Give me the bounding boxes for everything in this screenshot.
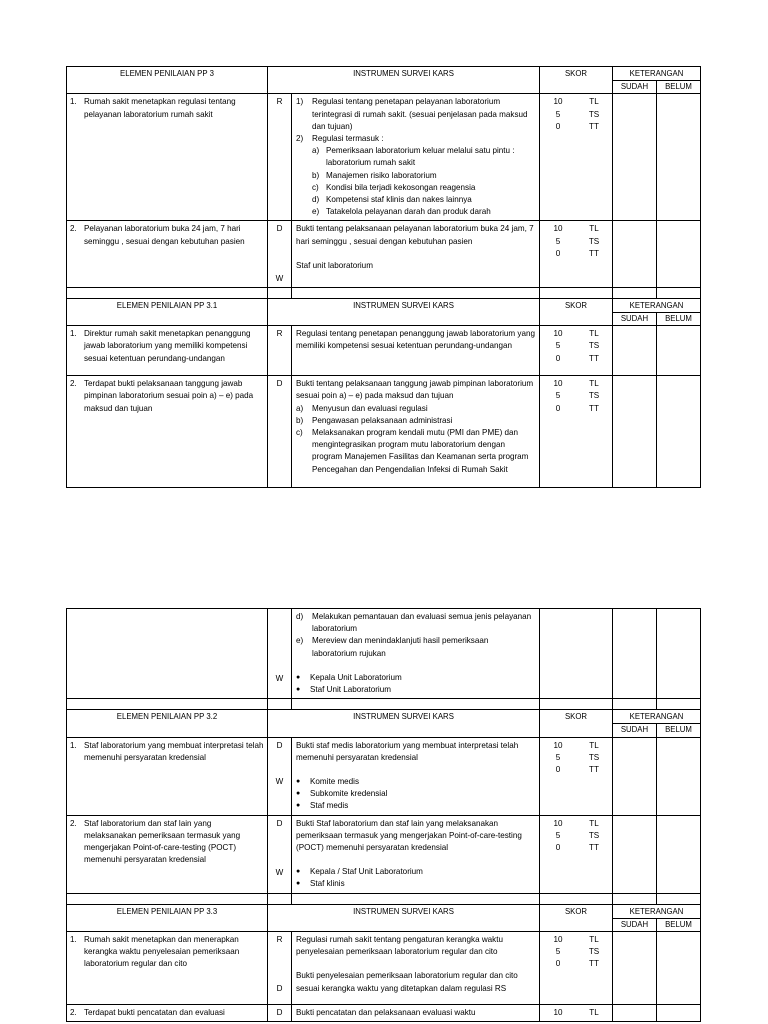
code-cell: D — [268, 376, 292, 488]
header-elemen-pp32: ELEMEN PENILAIAN PP 3.2 — [67, 710, 268, 737]
code-cell — [268, 737, 292, 815]
score-value: 5 — [555, 947, 561, 957]
instrument-text: Kepala / Staf Unit Laboratorium — [310, 867, 423, 877]
score-code: TL — [589, 1008, 599, 1018]
item-number: 2. — [70, 224, 77, 234]
header-row-pp32 — [67, 710, 701, 724]
belum-cell[interactable] — [657, 932, 701, 1005]
score-value: 5 — [555, 830, 561, 840]
table-row — [67, 932, 701, 1005]
score-code: TL — [589, 740, 599, 750]
instrument-text: Regulasi tentang penetapan pelayanan laboratorium terintegrasi di rumah sakit. (sesuai penjelasan pada maksud dan tujuan) — [312, 97, 528, 131]
score-value: 0 — [555, 403, 561, 413]
list-marker: e) — [312, 207, 320, 217]
element-text: Staf laboratorium yang membuat interpretasi telah memenuhi persyaratan kredensial — [84, 740, 264, 762]
header-keterangan: KETERANGAN — [613, 904, 701, 918]
element-cell — [67, 326, 268, 376]
instrument-text: Staf unit laboratorium — [296, 260, 373, 270]
score-code: TT — [589, 353, 599, 363]
sudah-cell[interactable] — [613, 376, 657, 488]
header-belum: BELUM — [657, 313, 701, 326]
code-d: D — [276, 818, 283, 828]
score-value: 0 — [555, 843, 561, 853]
instrument-cell — [292, 932, 540, 1005]
element-text: Rumah sakit menetapkan dan menerapkan kerangka waktu penyelesaian pemeriksaan laboratorium regular dan cito — [84, 935, 240, 969]
code-w: W — [275, 867, 284, 877]
list-marker: d) — [296, 612, 304, 621]
bullet-icon: ● — [296, 686, 301, 694]
instrument-text: Mereview dan menindaklanjuti hasil pemeriksaan laboratorium rujukan — [312, 636, 489, 658]
score-value: 5 — [555, 236, 561, 246]
score-code: TS — [588, 109, 600, 119]
list-marker: e) — [296, 636, 304, 646]
sudah-cell[interactable] — [613, 326, 657, 376]
item-number: 1. — [70, 740, 77, 750]
code-cell: R — [268, 94, 292, 221]
code-cell — [268, 932, 292, 1005]
item-number: 2. — [70, 379, 77, 389]
item-number: 1. — [70, 97, 77, 107]
instrument-text: Bukti Staf laboratorium dan staf lain yang melaksanakan pemeriksaan termasuk yang mengerjakan Point-of-care-testing (POCT) memenuhi persyaratan kredensial — [296, 818, 522, 853]
score-value: 5 — [555, 109, 561, 119]
score-code: TL — [589, 818, 599, 828]
belum-cell[interactable] — [657, 1005, 701, 1022]
header-sudah: SUDAH — [613, 724, 657, 737]
score-value: 5 — [555, 391, 561, 401]
bullet-icon: ● — [296, 673, 301, 681]
score-cell — [540, 609, 613, 699]
header-keterangan: KETERANGAN — [613, 67, 701, 81]
list-marker: b) — [296, 415, 304, 425]
list-marker: c) — [296, 428, 303, 438]
instrument-cell — [292, 221, 540, 287]
instrument-text: Staf medis — [310, 801, 349, 811]
list-marker: a) — [296, 403, 304, 413]
belum-cell[interactable] — [657, 815, 701, 893]
score-code: TT — [589, 959, 599, 969]
spacer-row — [67, 893, 701, 904]
table-row — [67, 376, 701, 488]
code-d: D — [276, 984, 283, 994]
assessment-table-top — [66, 66, 701, 488]
score-cell — [540, 376, 613, 488]
assessment-table-bottom — [66, 608, 701, 1022]
code-cell: D — [268, 1005, 292, 1022]
instrument-text: Kompetensi staf klinis dan nakes lainnya — [326, 195, 472, 205]
score-value: 10 — [553, 818, 563, 828]
code-r: R — [276, 935, 283, 945]
instrument-cell — [292, 376, 540, 488]
instrument-text: Melaksanakan program kendali mutu (PMI dan PME) dan mengintegrasikan program mutu laboratorium dengan program Manajemen Fasilitas dan Keamanan serta program Pencegahan dan Pengendalian Infeksi di Rumah Sakit — [312, 428, 529, 474]
header-skor: SKOR — [540, 67, 613, 94]
header-skor: SKOR — [540, 904, 613, 931]
code-d: D — [276, 740, 283, 750]
element-text: Terdapat bukti pelaksanaan tanggung jawab pimpinan laboratorium sesuai poin a) – e) pada maksud dan tujuan — [84, 379, 254, 413]
score-value: 5 — [555, 341, 561, 351]
item-number: 1. — [70, 935, 77, 945]
item-number: 2. — [70, 818, 77, 828]
element-cell — [67, 737, 268, 815]
table-row — [67, 737, 701, 815]
header-keterangan: KETERANGAN — [613, 298, 701, 312]
table-row — [67, 1005, 701, 1022]
code-w: W — [275, 776, 284, 786]
code-w: W — [275, 273, 284, 283]
list-marker: b) — [312, 170, 320, 180]
table-row — [67, 221, 701, 287]
score-value: 0 — [555, 353, 561, 363]
score-code: TL — [589, 379, 599, 389]
header-elemen-pp3: ELEMEN PENILAIAN PP 3 — [67, 67, 268, 94]
code-d: D — [276, 224, 283, 234]
list-marker: d) — [312, 195, 320, 205]
instrument-text: Komite medis — [310, 777, 360, 787]
instrument-text: Pengawasan pelaksanaan administrasi — [312, 415, 453, 425]
element-cell — [67, 94, 268, 221]
instrument-cell — [292, 609, 540, 699]
score-cell — [540, 737, 613, 815]
element-text: Direktur rumah sakit menetapkan penanggung jawab laboratorium yang memiliki kompetensi sesuai ketentuan perundang-undangan — [84, 329, 251, 363]
element-cell — [67, 815, 268, 893]
table-row-continuation — [67, 609, 701, 699]
score-code: TS — [588, 947, 600, 957]
element-cell — [67, 1005, 268, 1022]
item-number: 1. — [70, 329, 77, 339]
list-marker: a) — [312, 146, 320, 156]
belum-cell[interactable] — [657, 326, 701, 376]
list-marker: c) — [312, 182, 319, 192]
header-skor: SKOR — [540, 710, 613, 737]
score-cell — [540, 221, 613, 287]
score-cell — [540, 932, 613, 1005]
instrument-text: Staf klinis — [310, 879, 345, 889]
score-cell — [540, 1005, 613, 1022]
score-code: TS — [588, 752, 600, 762]
score-code: TT — [589, 121, 599, 131]
instrument-text: Tatakelola pelayanan darah dan produk darah — [326, 207, 491, 217]
instrument-text: Melakukan pemantauan dan evaluasi semua jenis pelayanan laboratorium — [312, 612, 532, 634]
table-row — [67, 815, 701, 893]
sudah-cell[interactable] — [613, 609, 657, 699]
header-sudah: SUDAH — [613, 313, 657, 326]
score-code: TL — [589, 329, 599, 339]
header-instrumen: INSTRUMEN SURVEI KARS — [268, 710, 540, 737]
score-code: TS — [588, 236, 600, 246]
code-cell: R — [268, 326, 292, 376]
belum-cell[interactable] — [657, 94, 701, 221]
spacer-row — [67, 287, 701, 298]
code-w: W — [275, 674, 284, 683]
header-instrumen: INSTRUMEN SURVEI KARS — [268, 904, 540, 931]
score-value: 10 — [553, 740, 563, 750]
element-cell — [67, 376, 268, 488]
score-code: TT — [589, 843, 599, 853]
header-elemen-pp31: ELEMEN PENILAIAN PP 3.1 — [67, 298, 268, 325]
header-row-pp31 — [67, 298, 701, 312]
instrument-text: Kepala Unit Laboratorium — [310, 672, 402, 682]
element-cell — [67, 609, 268, 699]
score-cell — [540, 815, 613, 893]
code-cell — [268, 609, 292, 699]
instrument-cell: Regulasi tentang penetapan penanggung jawab laboratorium yang memiliki kompetensi sesuai ketentuan perundang-undangan — [292, 326, 540, 376]
header-belum: BELUM — [657, 81, 701, 94]
score-value: 5 — [555, 752, 561, 762]
code-cell — [268, 815, 292, 893]
score-code: TS — [588, 830, 600, 840]
bullet-icon: ● — [296, 802, 301, 810]
instrument-text: Regulasi termasuk : — [312, 134, 384, 144]
element-cell — [67, 221, 268, 287]
bullet-icon: ● — [296, 880, 301, 888]
belum-cell[interactable] — [657, 221, 701, 287]
element-text: Terdapat bukti pencatatan dan evaluasi — [84, 1008, 225, 1018]
instrument-text: Regulasi rumah sakit tentang pengaturan kerangka waktu penyelesaian pemeriksaan laboratorium regular dan cito — [296, 935, 503, 957]
code-cell — [268, 221, 292, 287]
instrument-text: Pemeriksaan laboratorium keluar melalui satu pintu : laboratorium rumah sakit — [326, 146, 515, 168]
score-value: 10 — [553, 1008, 563, 1018]
list-marker: 1) — [296, 97, 304, 107]
instrument-text: Bukti tentang pelaksanaan tanggung jawab pimpinan laboratorium sesuai poin a) – e) pada maksud dan tujuan — [296, 379, 534, 401]
instrument-cell — [292, 94, 540, 221]
bullet-icon: ● — [296, 778, 301, 786]
sudah-cell[interactable] — [613, 1005, 657, 1022]
table-row — [67, 326, 701, 376]
header-skor: SKOR — [540, 298, 613, 325]
sudah-cell[interactable] — [613, 932, 657, 1005]
spacer-row — [67, 699, 701, 710]
score-value: 0 — [555, 765, 561, 775]
instrument-text: Manajemen risiko laboratorium — [326, 170, 437, 180]
instrument-text: Menyusun dan evaluasi regulasi — [312, 403, 428, 413]
score-value: 10 — [553, 329, 563, 339]
instrument-text: Bukti penyelesaian pemeriksaan laboratorium regular dan cito sesuai kerangka waktu yang ditetapkan dalam regulasi RS — [296, 971, 518, 993]
score-code: TL — [589, 224, 599, 234]
header-elemen-pp33: ELEMEN PENILAIAN PP 3.3 — [67, 904, 268, 931]
header-sudah: SUDAH — [613, 918, 657, 931]
belum-cell[interactable] — [657, 376, 701, 488]
score-cell — [540, 326, 613, 376]
score-code: TT — [589, 248, 599, 258]
score-cell — [540, 94, 613, 221]
instrument-text: Subkomite kredensial — [310, 789, 388, 799]
instrument-text: Bukti staf medis laboratorium yang membuat interpretasi telah memenuhi persyaratan kredensial — [296, 740, 519, 762]
header-instrumen: INSTRUMEN SURVEI KARS — [268, 67, 540, 94]
header-keterangan: KETERANGAN — [613, 710, 701, 724]
score-value: 10 — [553, 224, 563, 234]
sudah-cell[interactable] — [613, 94, 657, 221]
score-value: 10 — [553, 97, 563, 107]
header-row-pp33 — [67, 904, 701, 918]
score-value: 0 — [555, 248, 561, 258]
score-value: 10 — [553, 935, 563, 945]
element-cell — [67, 932, 268, 1005]
score-value: 0 — [555, 959, 561, 969]
header-instrumen: INSTRUMEN SURVEI KARS — [268, 298, 540, 325]
score-value: 0 — [555, 121, 561, 131]
instrument-text: Staf Unit Laboratorium — [310, 685, 391, 695]
header-belum: BELUM — [657, 724, 701, 737]
sudah-cell[interactable] — [613, 737, 657, 815]
sudah-cell[interactable] — [613, 221, 657, 287]
score-code: TT — [589, 403, 599, 413]
list-marker: 2) — [296, 134, 304, 144]
score-code: TS — [588, 341, 600, 351]
element-text: Pelayanan laboratorium buka 24 jam, 7 hari seminggu , sesuai dengan kebutuhan pasien — [84, 224, 245, 246]
score-code: TS — [588, 391, 600, 401]
score-code: TL — [589, 97, 599, 107]
belum-cell[interactable] — [657, 737, 701, 815]
header-row-pp3 — [67, 67, 701, 81]
element-text: Rumah sakit menetapkan regulasi tentang pelayanan laboratorium rumah sakit — [84, 97, 236, 119]
instrument-text: Bukti tentang pelaksanaan pelayanan laboratorium buka 24 jam, 7 hari seminggu , sesuai dengan kebutuhan pasien — [296, 224, 534, 246]
score-code: TT — [589, 765, 599, 775]
belum-cell[interactable] — [657, 609, 701, 699]
instrument-text: Kondisi bila terjadi kekosongan reagensia — [326, 182, 476, 192]
instrument-cell: Bukti pencatatan dan pelaksanaan evaluasi waktu — [292, 1005, 540, 1022]
bullet-icon: ● — [296, 790, 301, 798]
instrument-cell — [292, 737, 540, 815]
table-row — [67, 94, 701, 221]
header-sudah: SUDAH — [613, 81, 657, 94]
element-text: Staf laboratorium dan staf lain yang melaksanakan pemeriksaan termasuk yang mengerjakan Point-of-care-testing (POCT) memenuhi persyaratan kredensial — [84, 818, 241, 865]
sudah-cell[interactable] — [613, 815, 657, 893]
item-number: 2. — [70, 1008, 77, 1018]
instrument-cell — [292, 815, 540, 893]
score-value: 10 — [553, 379, 563, 389]
header-belum: BELUM — [657, 918, 701, 931]
score-code: TL — [589, 935, 599, 945]
bullet-icon: ● — [296, 868, 301, 876]
